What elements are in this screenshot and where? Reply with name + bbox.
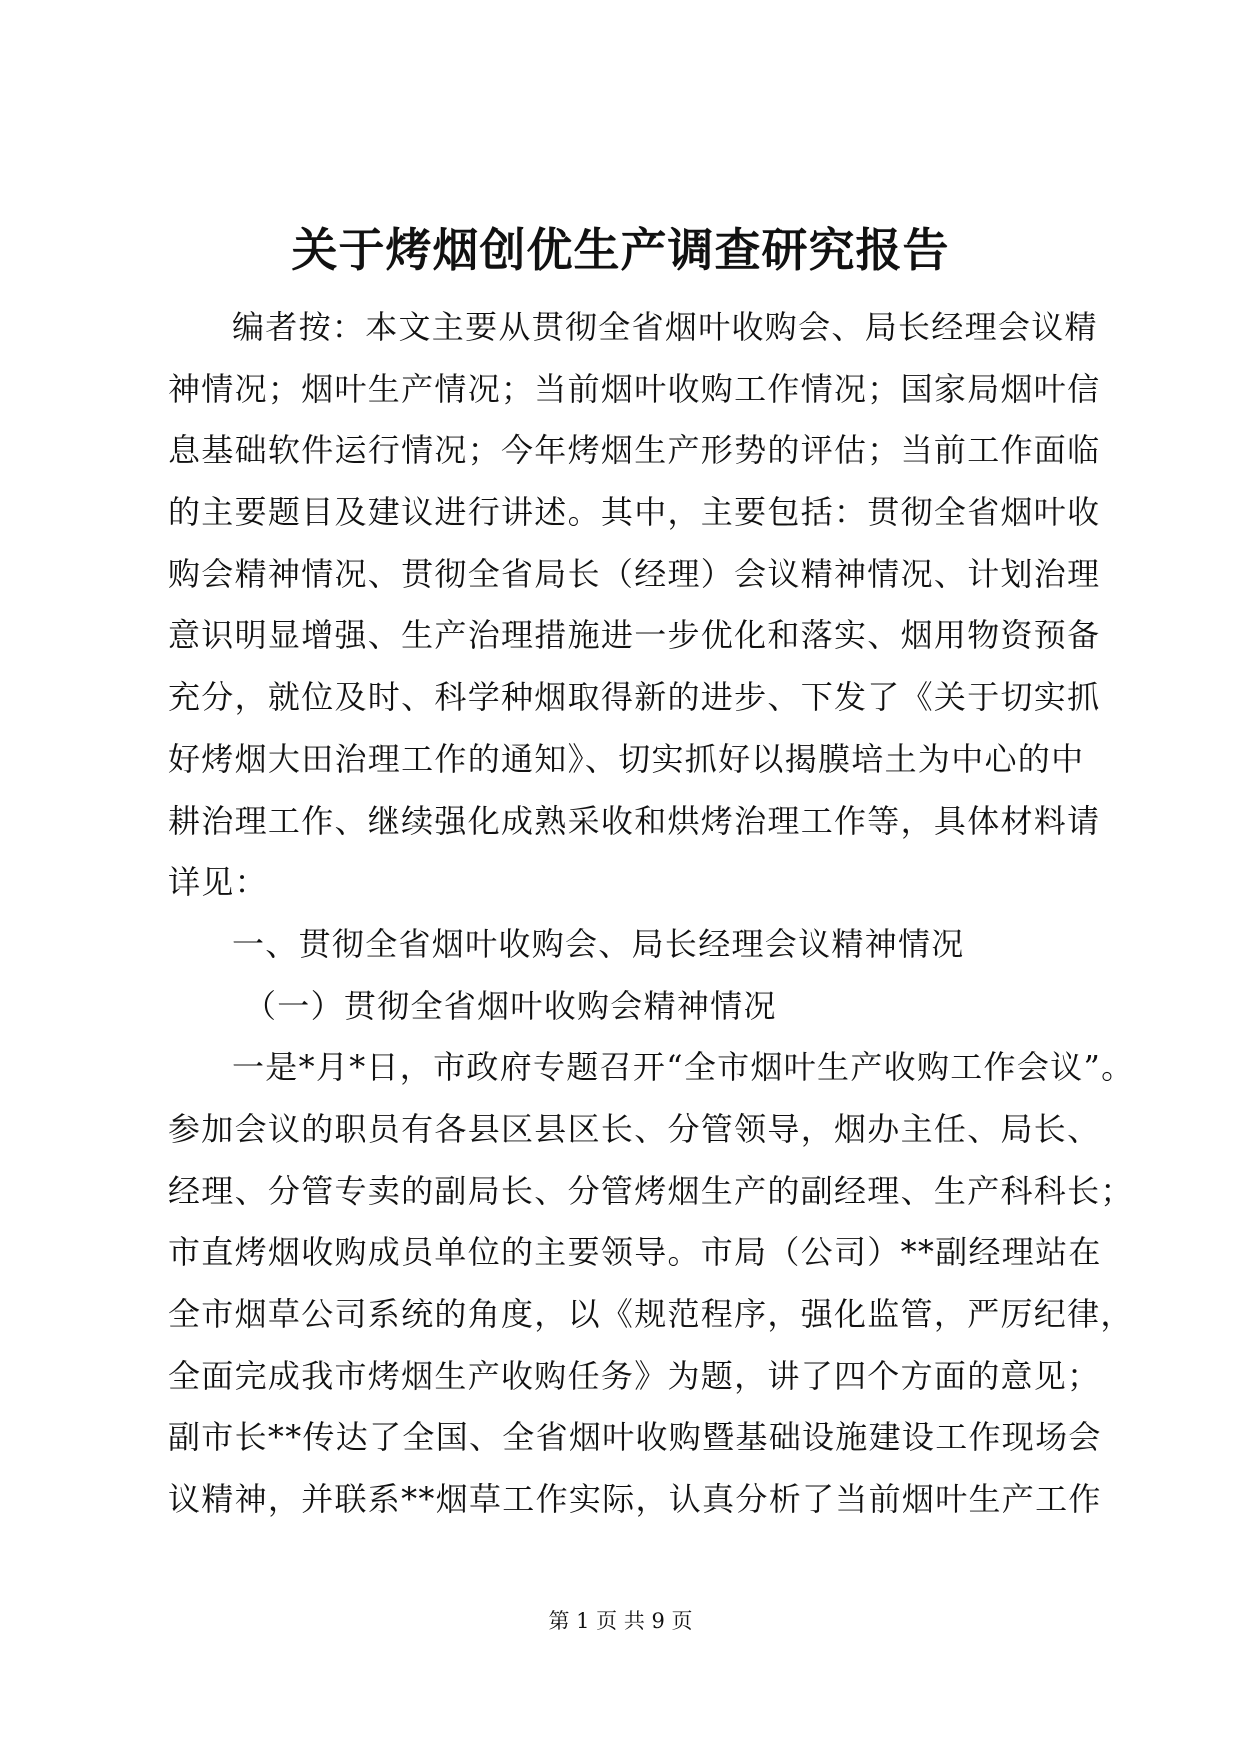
- paragraph-line: 全面完成我市烤烟生产收购任务》为题，讲了四个方面的意见；: [168, 1356, 1101, 1395]
- paragraph-line: 耕治理工作、继续强化成熟采收和烘烤治理工作等，具体材料请: [168, 801, 1101, 840]
- document-body: [168, 297, 1135, 1531]
- paragraph-line: 好烤烟大田治理工作的通知》、切实抓好以揭膜培土为中心的中: [168, 739, 1085, 778]
- paragraph-line: 议精神，并联系**烟草工作实际，认真分析了当前烟叶生产工作: [168, 1480, 1102, 1519]
- paragraph-line: 副市长**传达了全国、全省烟叶收购暨基础设施建设工作现场会: [168, 1418, 1102, 1457]
- section-heading: 一、贯彻全省烟叶收购会、局长经理会议精神情况: [232, 924, 965, 963]
- paragraph-line: 市直烤烟收购成员单位的主要领导。市局（公司）**副经理站在: [168, 1233, 1102, 1272]
- paragraph-line: 全市烟草公司系统的角度，以《规范程序，强化监管，严厉纪律，: [168, 1295, 1134, 1333]
- paragraph-line: 经理、分管专卖的副局长、分管烤烟生产的副经理、生产科科长；: [168, 1171, 1134, 1210]
- paragraph-line: 编者按：本文主要从贯彻全省烟叶收购会、局长经理会议精: [232, 308, 1098, 346]
- document-title: 关于烤烟创优生产调查研究报告: [291, 223, 950, 277]
- paragraph-line: 的主要题目及建议进行讲述。其中，主要包括：贯彻全省烟叶收: [168, 493, 1101, 532]
- paragraph-line: 充分，就位及时、科学种烟取得新的进步、下发了《关于切实抓: [168, 678, 1101, 717]
- paragraph-line: 参加会议的职员有各县区县区长、分管领导，烟办主任、局长、: [168, 1109, 1101, 1148]
- paragraph-line: 意识明显增强、生产治理措施进一步优化和落实、烟用物资预备: [168, 616, 1101, 655]
- paragraph-line: 神情况；烟叶生产情况；当前烟叶收购工作情况；国家局烟叶信: [168, 369, 1101, 408]
- paragraph-line: 详见：: [168, 863, 268, 902]
- subsection-heading: （一）贯彻全省烟叶收购会精神情况: [244, 986, 777, 1025]
- page-number-footer: 第 1 页 共 9 页: [548, 1609, 693, 1633]
- paragraph-line: 购会精神情况、贯彻全省局长（经理）会议精神情况、计划治理: [168, 554, 1101, 593]
- paragraph-line: 一是*月*日，市政府专题召开“全市烟叶生产收购工作会议”。: [232, 1048, 1135, 1087]
- paragraph-line: 息基础软件运行情况；今年烤烟生产形势的评估；当前工作面临: [168, 431, 1101, 470]
